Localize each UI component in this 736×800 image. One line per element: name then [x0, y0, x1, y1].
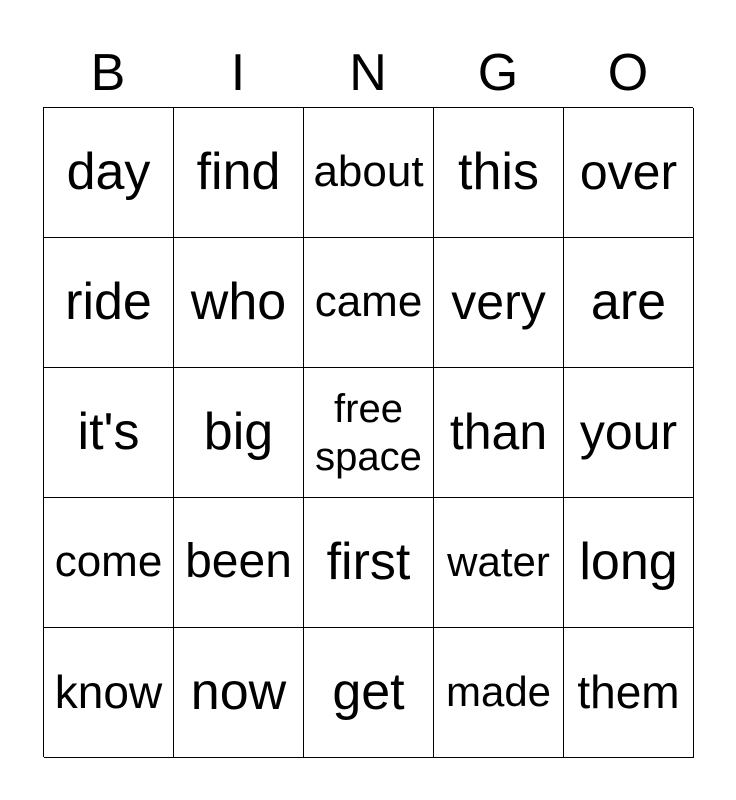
cell-word: water: [447, 538, 550, 586]
bingo-cell-n2[interactable]: [304, 238, 434, 368]
bingo-cell-b2[interactable]: [44, 238, 174, 368]
bingo-cell-o2[interactable]: [564, 238, 694, 368]
bingo-cell-o3[interactable]: [564, 368, 694, 498]
bingo-cell-n5[interactable]: [304, 628, 434, 758]
cell-word: came: [314, 277, 423, 327]
bingo-cell-i5[interactable]: [174, 628, 304, 758]
bingo-cell-g5[interactable]: [434, 628, 564, 758]
bingo-cell-n4[interactable]: [304, 498, 434, 628]
bingo-cell-o4[interactable]: [564, 498, 694, 628]
cell-word: day: [66, 142, 151, 201]
bingo-cell-b1[interactable]: [44, 108, 174, 238]
bingo-cell-b5[interactable]: [44, 628, 174, 758]
cell-word: know: [54, 666, 163, 719]
bingo-cell-n1[interactable]: [304, 108, 434, 238]
header-letter-o: O: [607, 44, 649, 102]
cell-word: made: [445, 668, 552, 716]
free-space-cell[interactable]: [304, 368, 434, 498]
cell-word: over: [579, 144, 678, 200]
cell-word: it's: [77, 402, 140, 461]
cell-word: very: [451, 274, 546, 330]
bingo-cell-b3[interactable]: [44, 368, 174, 498]
header-letter-g: G: [477, 44, 519, 102]
cell-word: this: [458, 142, 539, 201]
bingo-cell-i1[interactable]: [174, 108, 304, 238]
header-letter-i: I: [230, 44, 246, 102]
cell-word: big: [203, 402, 274, 461]
cell-word: them: [577, 666, 680, 719]
bingo-cell-g4[interactable]: [434, 498, 564, 628]
cell-word: than: [449, 404, 548, 460]
bingo-cell-i2[interactable]: [174, 238, 304, 368]
cell-word: find: [196, 142, 281, 201]
cell-word: now: [190, 662, 287, 721]
header-letter-n: N: [349, 44, 387, 102]
cell-word: long: [579, 532, 678, 591]
cell-word: been: [185, 535, 292, 589]
cell-word: get: [332, 662, 405, 721]
bingo-cell-g2[interactable]: [434, 238, 564, 368]
cell-word: about: [313, 147, 424, 197]
cell-word: come: [54, 537, 163, 587]
bingo-cell-g1[interactable]: [434, 108, 564, 238]
bingo-cell-g3[interactable]: [434, 368, 564, 498]
bingo-grid: [43, 107, 693, 757]
cell-word: are: [590, 272, 667, 331]
cell-word: your: [579, 404, 678, 460]
bingo-cell-o5[interactable]: [564, 628, 694, 758]
free-space-label: free space: [315, 386, 422, 479]
bingo-header: [43, 40, 693, 106]
header-letter-b: B: [90, 44, 126, 102]
bingo-cell-i3[interactable]: [174, 368, 304, 498]
bingo-cell-b4[interactable]: [44, 498, 174, 628]
cell-word: ride: [65, 272, 152, 331]
bingo-cell-o1[interactable]: [564, 108, 694, 238]
cell-word: who: [190, 272, 287, 331]
bingo-cell-i4[interactable]: [174, 498, 304, 628]
cell-word: first: [326, 532, 411, 591]
